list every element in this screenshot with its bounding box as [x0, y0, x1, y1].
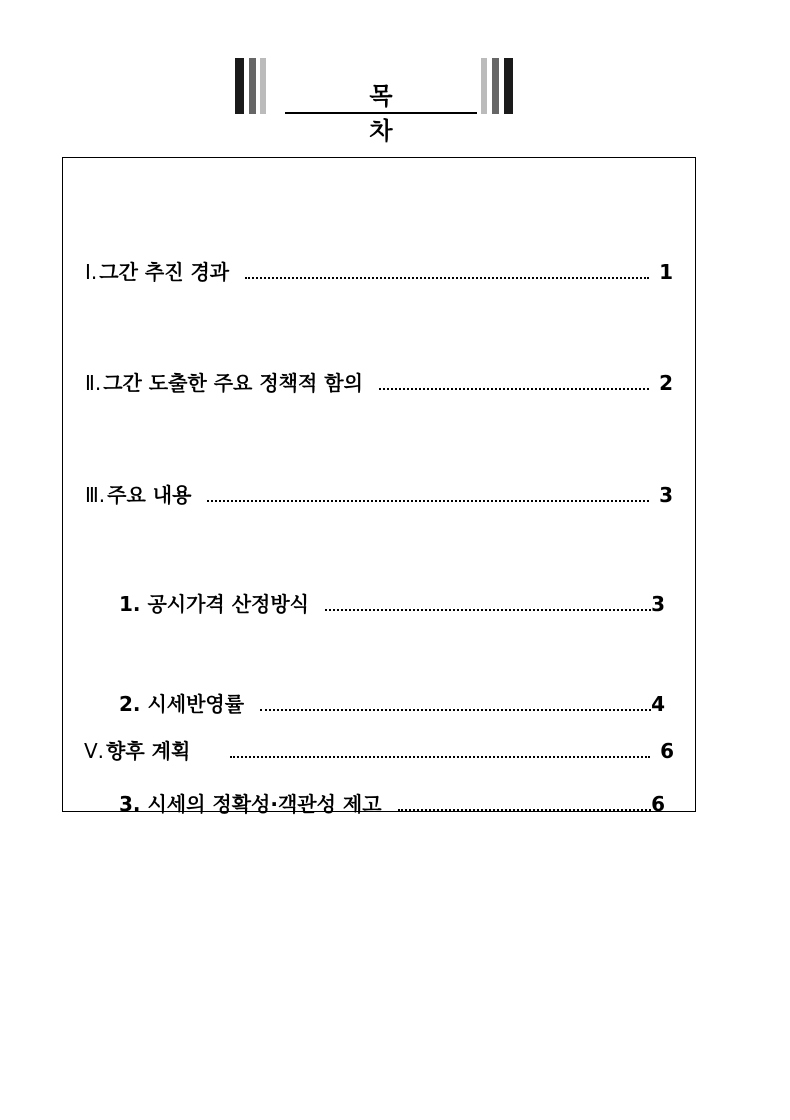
- toc-entry[interactable]: [85, 479, 673, 509]
- toc-page-number: 3: [659, 483, 673, 507]
- dot-leader: [379, 388, 649, 390]
- page-title: 목 차: [369, 82, 435, 145]
- toc-label: 그간 추진 경과: [99, 260, 230, 284]
- decor-bar: [481, 58, 487, 114]
- dot-leader: [325, 609, 651, 611]
- decor-bar: [504, 58, 513, 114]
- dot-leader: [230, 756, 650, 758]
- decor-bar: [260, 58, 266, 114]
- toc-roman-numeral: Ⅰ.: [85, 260, 98, 284]
- toc-roman-numeral: Ⅲ.: [85, 483, 106, 507]
- toc-subentry[interactable]: [119, 588, 665, 618]
- decor-bar: [492, 58, 499, 114]
- toc-entry[interactable]: [85, 367, 673, 397]
- toc-subentry-spacer: [119, 158, 665, 188]
- toc-page-number: 3: [651, 592, 665, 616]
- toc-label: 3. 시세의 정확성·객관성 제고: [119, 792, 382, 816]
- dot-leader: [260, 709, 651, 711]
- toc-page-number: 2: [659, 371, 673, 395]
- toc-title-block: [235, 58, 525, 145]
- dot-leader: [207, 500, 649, 502]
- toc-roman-numeral: Ⅴ.: [84, 739, 105, 763]
- toc-label: 주요 내용: [107, 483, 192, 507]
- toc-subentry[interactable]: [119, 788, 665, 818]
- toc-roman-numeral: Ⅱ.: [85, 371, 102, 395]
- toc-label: 1. 공시가격 산정방식: [119, 592, 309, 616]
- toc-page-number: 4: [651, 692, 665, 716]
- toc-box: [62, 157, 696, 816]
- toc-page-number: 1: [659, 260, 673, 284]
- toc-entry[interactable]: [84, 735, 674, 765]
- toc-page-number: 6: [651, 792, 665, 816]
- dot-leader: [398, 809, 652, 811]
- toc-label: 향후 계획: [106, 739, 191, 763]
- title-box: [285, 58, 477, 145]
- toc-label: 그간 도출한 주요 정책적 함의: [103, 371, 363, 395]
- toc-page-number: 6: [660, 739, 674, 763]
- decor-bar: [235, 58, 244, 114]
- decor-bar: [249, 58, 256, 114]
- toc-entry[interactable]: [85, 256, 673, 286]
- toc-subentry[interactable]: [119, 688, 665, 718]
- dot-leader: [245, 277, 649, 279]
- title-underline: [285, 112, 477, 114]
- toc-label: 2. 시세반영률: [119, 692, 245, 716]
